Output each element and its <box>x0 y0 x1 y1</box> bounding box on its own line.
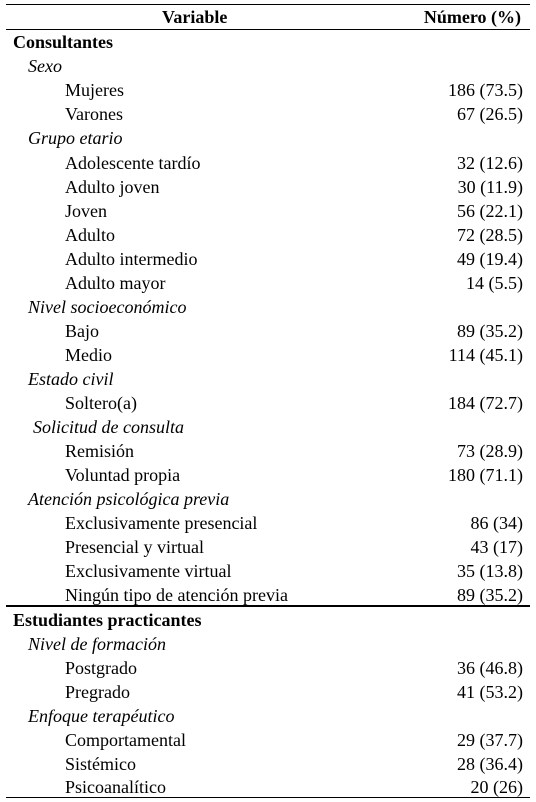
table-row: Postgrado 36 (46.8) <box>65 658 523 678</box>
table-row: Adolescente tardío 32 (12.6) <box>65 153 523 173</box>
header-variable: Variable <box>162 7 228 27</box>
group-title: Enfoque terapéutico <box>28 706 175 726</box>
group-title: Grupo etario <box>28 128 123 148</box>
section-title: Consultantes <box>13 32 114 52</box>
table-row: Adulto mayor 14 (5.5) <box>65 273 523 293</box>
table-row: Varones 67 (26.5) <box>65 104 523 124</box>
group-title: Solicitud de consulta <box>33 417 184 437</box>
table-row: Joven 56 (22.1) <box>65 201 523 221</box>
header-numero: Número (%) <box>423 7 521 27</box>
table-row: Voluntad propia 180 (71.1) <box>65 465 523 485</box>
table-row: Adulto 72 (28.5) <box>65 225 523 245</box>
table-row: Exclusivamente virtual 35 (13.8) <box>65 561 523 581</box>
group-title: Nivel socioeconómico <box>28 297 187 317</box>
table-row: Adulto joven 30 (11.9) <box>65 177 523 197</box>
table-row: Psicoanalítico 20 (26) <box>65 777 523 797</box>
table-row: Soltero(a) 184 (72.7) <box>65 393 523 413</box>
table-header <box>0 5 536 29</box>
table-row: Bajo 89 (35.2) <box>65 321 523 341</box>
table-row: Pregrado 41 (53.2) <box>65 682 523 702</box>
table-row: Comportamental 29 (37.7) <box>65 730 523 750</box>
table-row: Ningún tipo de atención previa 89 (35.2) <box>65 585 523 605</box>
table-row: Mujeres 186 (73.5) <box>65 80 523 100</box>
section-title: Estudiantes practicantes <box>13 610 202 630</box>
group-title: Estado civil <box>28 369 114 389</box>
table-row: Exclusivamente presencial 86 (34) <box>65 513 523 533</box>
table-row: Remisión 73 (28.9) <box>65 441 523 461</box>
table-row: Sistémico 28 (36.4) <box>65 754 523 774</box>
table-row: Medio 114 (45.1) <box>65 345 523 365</box>
table-row: Presencial y virtual 43 (17) <box>65 537 523 557</box>
group-title: Nivel de formación <box>28 634 166 654</box>
group-title: Sexo <box>28 56 62 76</box>
table-row: Adulto intermedio 49 (19.4) <box>65 249 523 269</box>
group-title: Atención psicológica previa <box>28 489 230 509</box>
